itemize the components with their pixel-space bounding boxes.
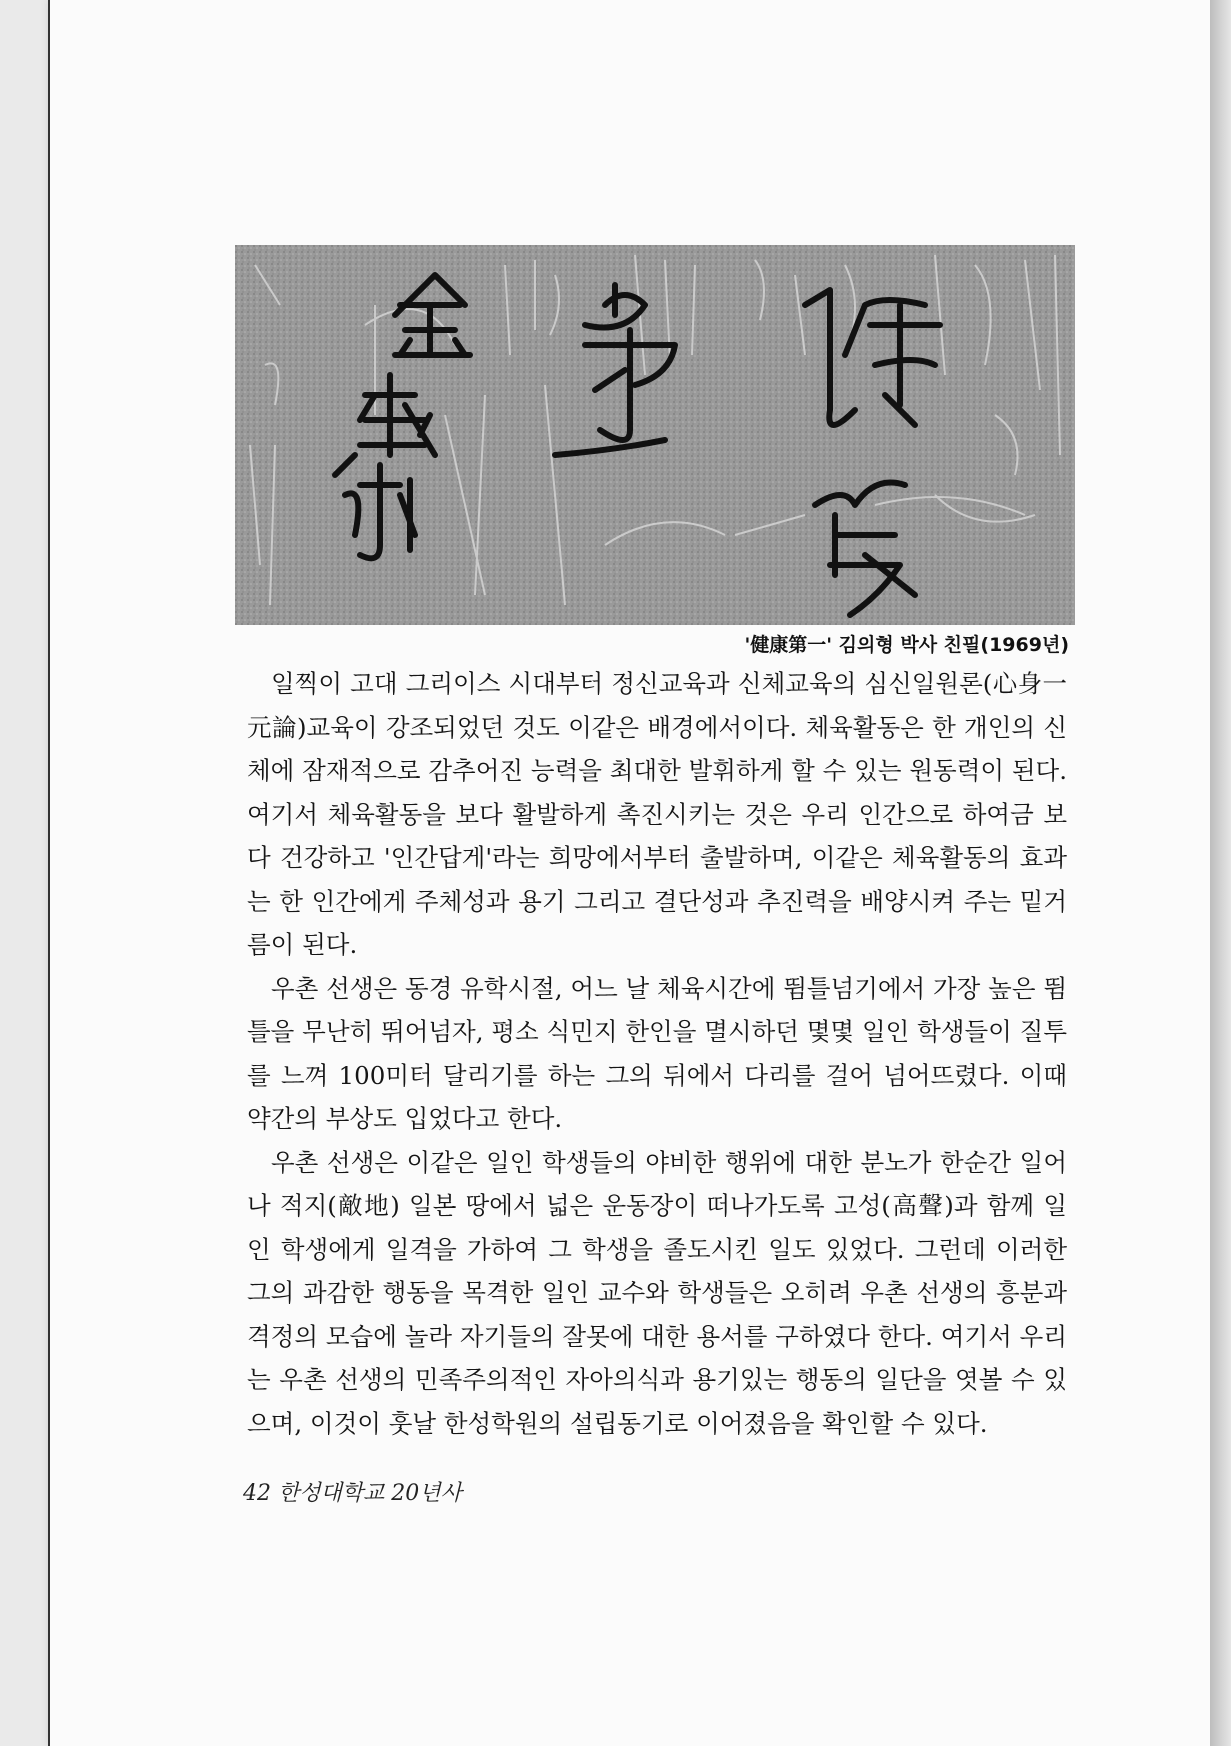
paragraph-3: 우촌 선생은 이같은 일인 학생들의 야비한 행위에 대한 분노가 한순간 일어나 적지(敵地) 일본 땅에서 넓은 운동장이 떠나가도록 고성(高聲)과 함께 일인 학생에게 일격을 가하여 그 학생을 졸도시킨 일도 있었다. 그런데 이러한 그의 과감한 행동을 목격한 일인 교수와 학생들은 오히려 우촌 선생의 흥분과 격정의 모습에 놀라 자기들의 잘못에 대한 용서를 구하였다 한다. 여기서 우리는 우촌 선생의 민족주의적인 자아의식과 용기있는 행동의 일단을 엿볼 수 있으며, 이것이 훗날 한성학원의 설립동기로 이어졌음을 확인할 수 있다. <box>247 1147 1067 1438</box>
scan-right-edge <box>1210 0 1231 1746</box>
calligraphy-image <box>235 245 1075 625</box>
scan-left-margin <box>0 0 48 1746</box>
page-footer: 42 한성대학교 20년사 <box>243 1481 462 1506</box>
calligraphy-photo <box>235 245 1075 625</box>
photo-caption: '健康第一' 김의형 박사 친필(1969년) <box>744 634 1069 656</box>
body-text <box>247 662 1067 1445</box>
paragraph-2: 우촌 선생은 동경 유학시절, 어느 날 체육시간에 뜀틀넘기에서 가장 높은 뜀틀을 무난히 뛰어넘자, 평소 식민지 한인을 멸시하던 몇몇 일인 학생들이 질투를 느껴 100미터 달리기를 하는 그의 뒤에서 다리를 걸어 넘어뜨렸다. 이때 약간의 부상도 입었다고 한다. <box>247 973 1067 1133</box>
paragraph-1: 일찍이 고대 그리이스 시대부터 정신교육과 신체교육의 심신일원론(心身一元論)교육이 강조되었던 것도 이같은 배경에서이다. 체육활동은 한 개인의 신체에 잠재적으로 감추어진 능력을 최대한 발휘하게 할 수 있는 원동력이 된다. 여기서 체육활동을 보다 활발하게 촉진시키는 것은 우리 인간으로 하여금 보다 건강하고 '인간답게'라는 희망에서부터 출발하며, 이같은 체육활동의 효과는 한 인간에게 주체성과 용기 그리고 결단성과 추진력을 배양시켜 주는 밑거름이 된다. <box>247 669 1067 959</box>
